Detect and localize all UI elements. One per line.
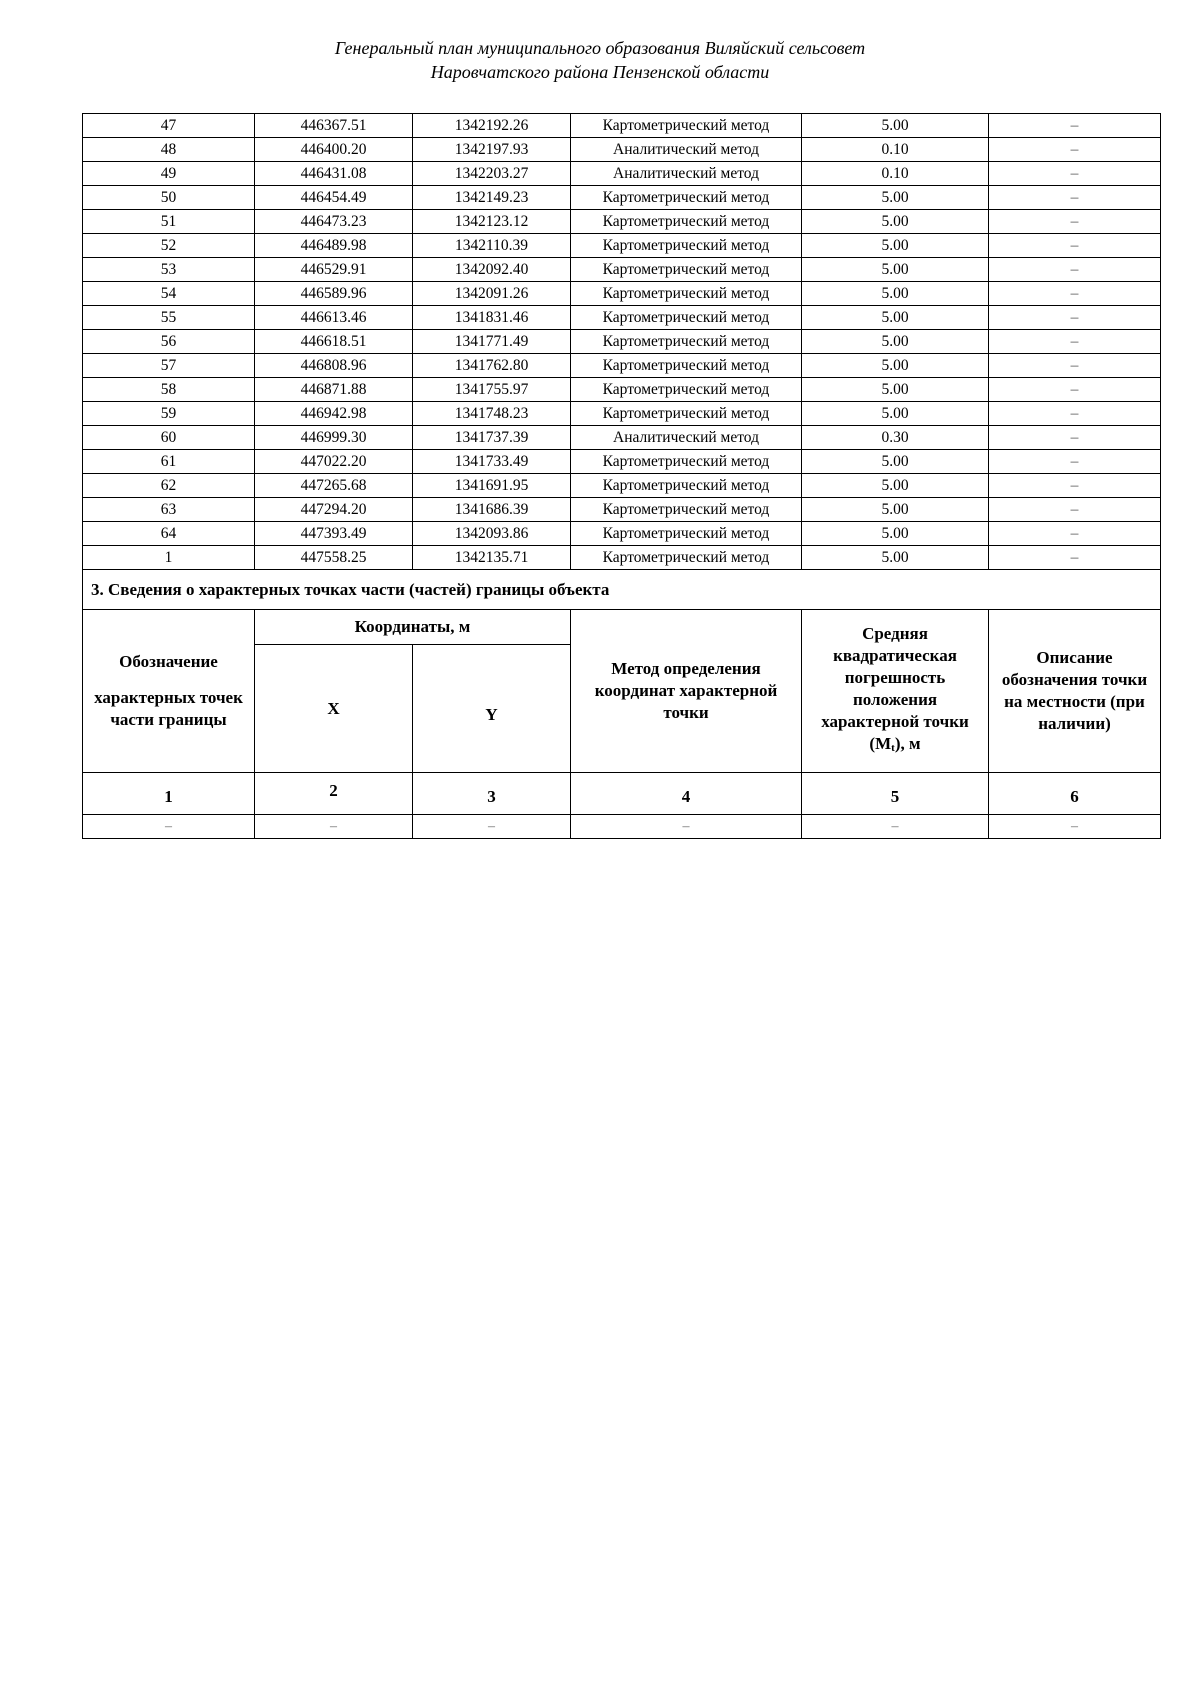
method-cell: Картометрический метод — [571, 498, 802, 522]
description-cell: – — [989, 210, 1161, 234]
method-cell: Картометрический метод — [571, 522, 802, 546]
y-coordinate-cell: 1341762.80 — [413, 354, 571, 378]
point-number-cell: 54 — [83, 282, 255, 306]
error-cell: 5.00 — [802, 474, 989, 498]
method-cell: Картометрический метод — [571, 114, 802, 138]
x-coordinate-cell: 447022.20 — [255, 450, 413, 474]
header-designation-line-1: Обозначение — [119, 652, 218, 671]
section-3-column-numbers-row — [83, 773, 1161, 815]
x-coordinate-cell: 446808.96 — [255, 354, 413, 378]
error-cell: 5.00 — [802, 522, 989, 546]
x-coordinate-cell: 446489.98 — [255, 234, 413, 258]
method-cell: Картометрический метод — [571, 330, 802, 354]
method-cell: Картометрический метод — [571, 474, 802, 498]
method-cell: Картометрический метод — [571, 546, 802, 570]
header-error-unit: ), м — [894, 734, 921, 753]
method-cell: Картометрический метод — [571, 450, 802, 474]
empty-cell: – — [413, 815, 571, 839]
y-coordinate-cell: 1342092.40 — [413, 258, 571, 282]
empty-cell: – — [255, 815, 413, 839]
error-cell: 5.00 — [802, 282, 989, 306]
table-row — [83, 426, 1161, 450]
header-y: Y — [413, 645, 571, 773]
error-cell: 5.00 — [802, 354, 989, 378]
y-coordinate-cell: 1342110.39 — [413, 234, 571, 258]
method-cell: Картометрический метод — [571, 210, 802, 234]
point-number-cell: 58 — [83, 378, 255, 402]
description-cell: – — [989, 426, 1161, 450]
table-row — [83, 402, 1161, 426]
y-coordinate-cell: 1342123.12 — [413, 210, 571, 234]
y-coordinate-cell: 1341755.97 — [413, 378, 571, 402]
table-row — [83, 210, 1161, 234]
header-description: Описание обозначения точки на местности (при наличии) — [989, 610, 1161, 773]
method-cell: Картометрический метод — [571, 354, 802, 378]
table-row — [83, 474, 1161, 498]
error-cell: 5.00 — [802, 330, 989, 354]
y-coordinate-cell: 1342197.93 — [413, 138, 571, 162]
point-number-cell: 63 — [83, 498, 255, 522]
header-coordinates: Координаты, м — [255, 610, 571, 645]
description-cell: – — [989, 474, 1161, 498]
table-row — [83, 282, 1161, 306]
point-number-cell: 61 — [83, 450, 255, 474]
description-cell: – — [989, 138, 1161, 162]
x-coordinate-cell: 446529.91 — [255, 258, 413, 282]
y-coordinate-cell: 1342192.26 — [413, 114, 571, 138]
points-body — [83, 114, 1161, 570]
header-error-subscript: t — [891, 742, 895, 754]
column-number: 2 — [255, 773, 413, 815]
point-number-cell: 50 — [83, 186, 255, 210]
description-cell: – — [989, 354, 1161, 378]
error-cell: 5.00 — [802, 378, 989, 402]
empty-cell: – — [571, 815, 802, 839]
point-number-cell: 51 — [83, 210, 255, 234]
section-3-title: 3. Сведения о характерных точках части (частей) границы объекта — [83, 570, 1161, 610]
header-x: X — [255, 645, 413, 773]
error-cell: 5.00 — [802, 258, 989, 282]
point-number-cell: 49 — [83, 162, 255, 186]
table-row — [83, 234, 1161, 258]
x-coordinate-cell: 446431.08 — [255, 162, 413, 186]
y-coordinate-cell: 1341771.49 — [413, 330, 571, 354]
header-designation — [83, 610, 255, 773]
point-number-cell: 62 — [83, 474, 255, 498]
table-row — [83, 330, 1161, 354]
error-cell: 0.10 — [802, 138, 989, 162]
method-cell: Картометрический метод — [571, 306, 802, 330]
section-3-title-row — [83, 570, 1161, 610]
header-line-2: Наровчатского района Пензенской области — [430, 62, 770, 82]
x-coordinate-cell: 447558.25 — [255, 546, 413, 570]
y-coordinate-cell: 1342135.71 — [413, 546, 571, 570]
page-header — [0, 36, 1200, 84]
description-cell: – — [989, 162, 1161, 186]
method-cell: Картометрический метод — [571, 378, 802, 402]
table-row — [83, 522, 1161, 546]
method-cell: Картометрический метод — [571, 234, 802, 258]
header-error — [802, 610, 989, 773]
x-coordinate-cell: 446367.51 — [255, 114, 413, 138]
x-coordinate-cell: 446871.88 — [255, 378, 413, 402]
description-cell: – — [989, 498, 1161, 522]
error-cell: 5.00 — [802, 114, 989, 138]
description-cell: – — [989, 186, 1161, 210]
x-coordinate-cell: 447294.20 — [255, 498, 413, 522]
point-number-cell: 53 — [83, 258, 255, 282]
error-cell: 0.30 — [802, 426, 989, 450]
error-cell: 5.00 — [802, 402, 989, 426]
column-number: 4 — [571, 773, 802, 815]
table-row — [83, 258, 1161, 282]
x-coordinate-cell: 446454.49 — [255, 186, 413, 210]
y-coordinate-cell: 1341733.49 — [413, 450, 571, 474]
y-coordinate-cell: 1341691.95 — [413, 474, 571, 498]
x-coordinate-cell: 446942.98 — [255, 402, 413, 426]
empty-cell: – — [802, 815, 989, 839]
error-cell: 5.00 — [802, 450, 989, 474]
table-row — [83, 162, 1161, 186]
x-coordinate-cell: 446589.96 — [255, 282, 413, 306]
column-number: 3 — [413, 773, 571, 815]
x-coordinate-cell: 446613.46 — [255, 306, 413, 330]
x-coordinate-cell: 446400.20 — [255, 138, 413, 162]
table-row — [83, 378, 1161, 402]
method-cell: Аналитический метод — [571, 162, 802, 186]
description-cell: – — [989, 522, 1161, 546]
y-coordinate-cell: 1341737.39 — [413, 426, 571, 450]
table-row — [83, 546, 1161, 570]
section-3-empty-row — [83, 815, 1161, 839]
description-cell: – — [989, 330, 1161, 354]
description-cell: – — [989, 282, 1161, 306]
method-cell: Аналитический метод — [571, 426, 802, 450]
column-number: 6 — [989, 773, 1161, 815]
point-number-cell: 57 — [83, 354, 255, 378]
description-cell: – — [989, 378, 1161, 402]
section-3 — [83, 570, 1161, 839]
description-cell: – — [989, 402, 1161, 426]
method-cell: Картометрический метод — [571, 282, 802, 306]
header-method: Метод определения координат характерной точки — [571, 610, 802, 773]
description-cell: – — [989, 450, 1161, 474]
x-coordinate-cell: 447265.68 — [255, 474, 413, 498]
description-cell: – — [989, 234, 1161, 258]
section-3-header-row-1 — [83, 610, 1161, 645]
error-cell: 5.00 — [802, 306, 989, 330]
description-cell: – — [989, 114, 1161, 138]
method-cell: Картометрический метод — [571, 186, 802, 210]
y-coordinate-cell: 1342149.23 — [413, 186, 571, 210]
table-row — [83, 114, 1161, 138]
header-error-text: Средняя квадратическая погрешность положения характерной точки (M — [821, 624, 969, 753]
point-number-cell: 1 — [83, 546, 255, 570]
table-row — [83, 498, 1161, 522]
header-line-1: Генеральный план муниципального образования Виляйский сельсовет — [334, 38, 866, 58]
table-row — [83, 306, 1161, 330]
column-number: 5 — [802, 773, 989, 815]
error-cell: 5.00 — [802, 210, 989, 234]
y-coordinate-cell: 1342093.86 — [413, 522, 571, 546]
point-number-cell: 56 — [83, 330, 255, 354]
y-coordinate-cell: 1341748.23 — [413, 402, 571, 426]
description-cell: – — [989, 258, 1161, 282]
table-row — [83, 354, 1161, 378]
y-coordinate-cell: 1341831.46 — [413, 306, 571, 330]
table-row — [83, 186, 1161, 210]
y-coordinate-cell: 1341686.39 — [413, 498, 571, 522]
empty-cell: – — [83, 815, 255, 839]
empty-cell: – — [989, 815, 1161, 839]
description-cell: – — [989, 306, 1161, 330]
x-coordinate-cell: 446473.23 — [255, 210, 413, 234]
x-coordinate-cell: 446999.30 — [255, 426, 413, 450]
method-cell: Картометрический метод — [571, 258, 802, 282]
error-cell: 0.10 — [802, 162, 989, 186]
error-cell: 5.00 — [802, 498, 989, 522]
boundary-points-table — [82, 113, 1161, 839]
table-row — [83, 138, 1161, 162]
error-cell: 5.00 — [802, 186, 989, 210]
point-number-cell: 55 — [83, 306, 255, 330]
table-row — [83, 450, 1161, 474]
point-number-cell: 52 — [83, 234, 255, 258]
column-number: 1 — [83, 773, 255, 815]
method-cell: Аналитический метод — [571, 138, 802, 162]
point-number-cell: 48 — [83, 138, 255, 162]
x-coordinate-cell: 447393.49 — [255, 522, 413, 546]
method-cell: Картометрический метод — [571, 402, 802, 426]
point-number-cell: 47 — [83, 114, 255, 138]
point-number-cell: 64 — [83, 522, 255, 546]
header-designation-line-2: характерных точек части границы — [94, 688, 243, 729]
point-number-cell: 60 — [83, 426, 255, 450]
error-cell: 5.00 — [802, 546, 989, 570]
point-number-cell: 59 — [83, 402, 255, 426]
error-cell: 5.00 — [802, 234, 989, 258]
x-coordinate-cell: 446618.51 — [255, 330, 413, 354]
description-cell: – — [989, 546, 1161, 570]
y-coordinate-cell: 1342203.27 — [413, 162, 571, 186]
y-coordinate-cell: 1342091.26 — [413, 282, 571, 306]
